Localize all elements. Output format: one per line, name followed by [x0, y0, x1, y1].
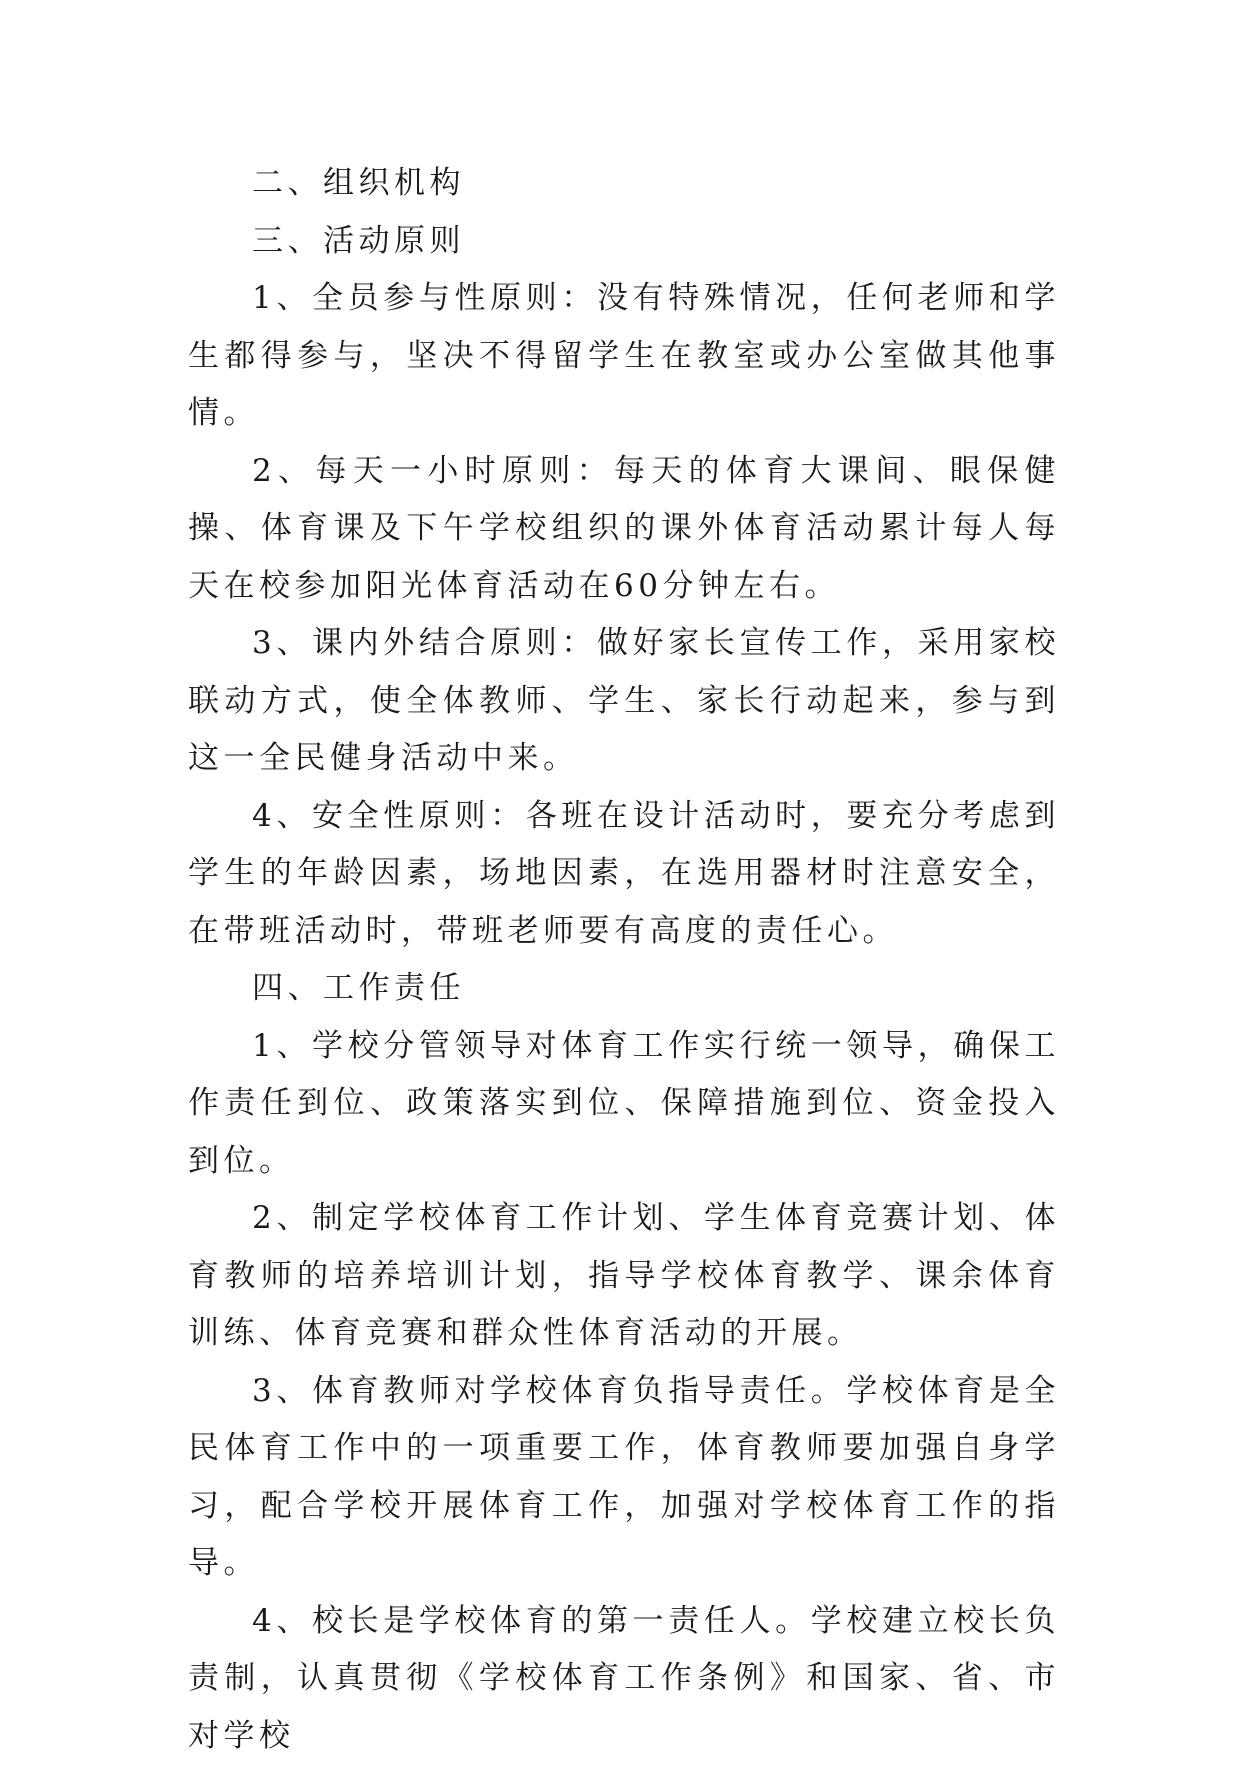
responsibility-paragraph-3: 3、体育教师对学校体育负指导责任。学校体育是全民体育工作中的一项重要工作，体育教师要加强自身学习，配合学校开展体育工作，加强对学校体育工作的指导。 [188, 1363, 1060, 1593]
principle-paragraph-1: 1、全员参与性原则：没有特殊情况，任何老师和学生都得参与，坚决不得留学生在教室或办公室做其他事情。 [188, 270, 1060, 443]
responsibility-paragraph-2: 2、制定学校体育工作计划、学生体育竞赛计划、体育教师的培养培训计划，指导学校体育教学、课余体育训练、体育竞赛和群众性体育活动的开展。 [188, 1190, 1060, 1363]
section-heading-responsibility: 四、工作责任 [188, 960, 1060, 1018]
section-heading-principles: 三、活动原则 [188, 213, 1060, 271]
principle-paragraph-2: 2、每天一小时原则：每天的体育大课间、眼保健操、体育课及下午学校组织的课外体育活动累计每人每天在校参加阳光体育活动在60分钟左右。 [188, 443, 1060, 616]
responsibility-paragraph-1: 1、学校分管领导对体育工作实行统一领导，确保工作责任到位、政策落实到位、保障措施到位、资金投入到位。 [188, 1018, 1060, 1191]
section-heading-organization: 二、组织机构 [188, 155, 1060, 213]
principle-paragraph-4: 4、安全性原则：各班在设计活动时，要充分考虑到学生的年龄因素，场地因素，在选用器材时注意安全，在带班活动时，带班老师要有高度的责任心。 [188, 788, 1060, 961]
principle-paragraph-3: 3、课内外结合原则：做好家长宣传工作，采用家校联动方式，使全体教师、学生、家长行动起来，参与到这一全民健身活动中来。 [188, 615, 1060, 788]
responsibility-paragraph-4: 4、校长是学校体育的第一责任人。学校建立校长负责制，认真贯彻《学校体育工作条例》和国家、省、市对学校 [188, 1593, 1060, 1765]
document-body [188, 155, 1060, 1765]
